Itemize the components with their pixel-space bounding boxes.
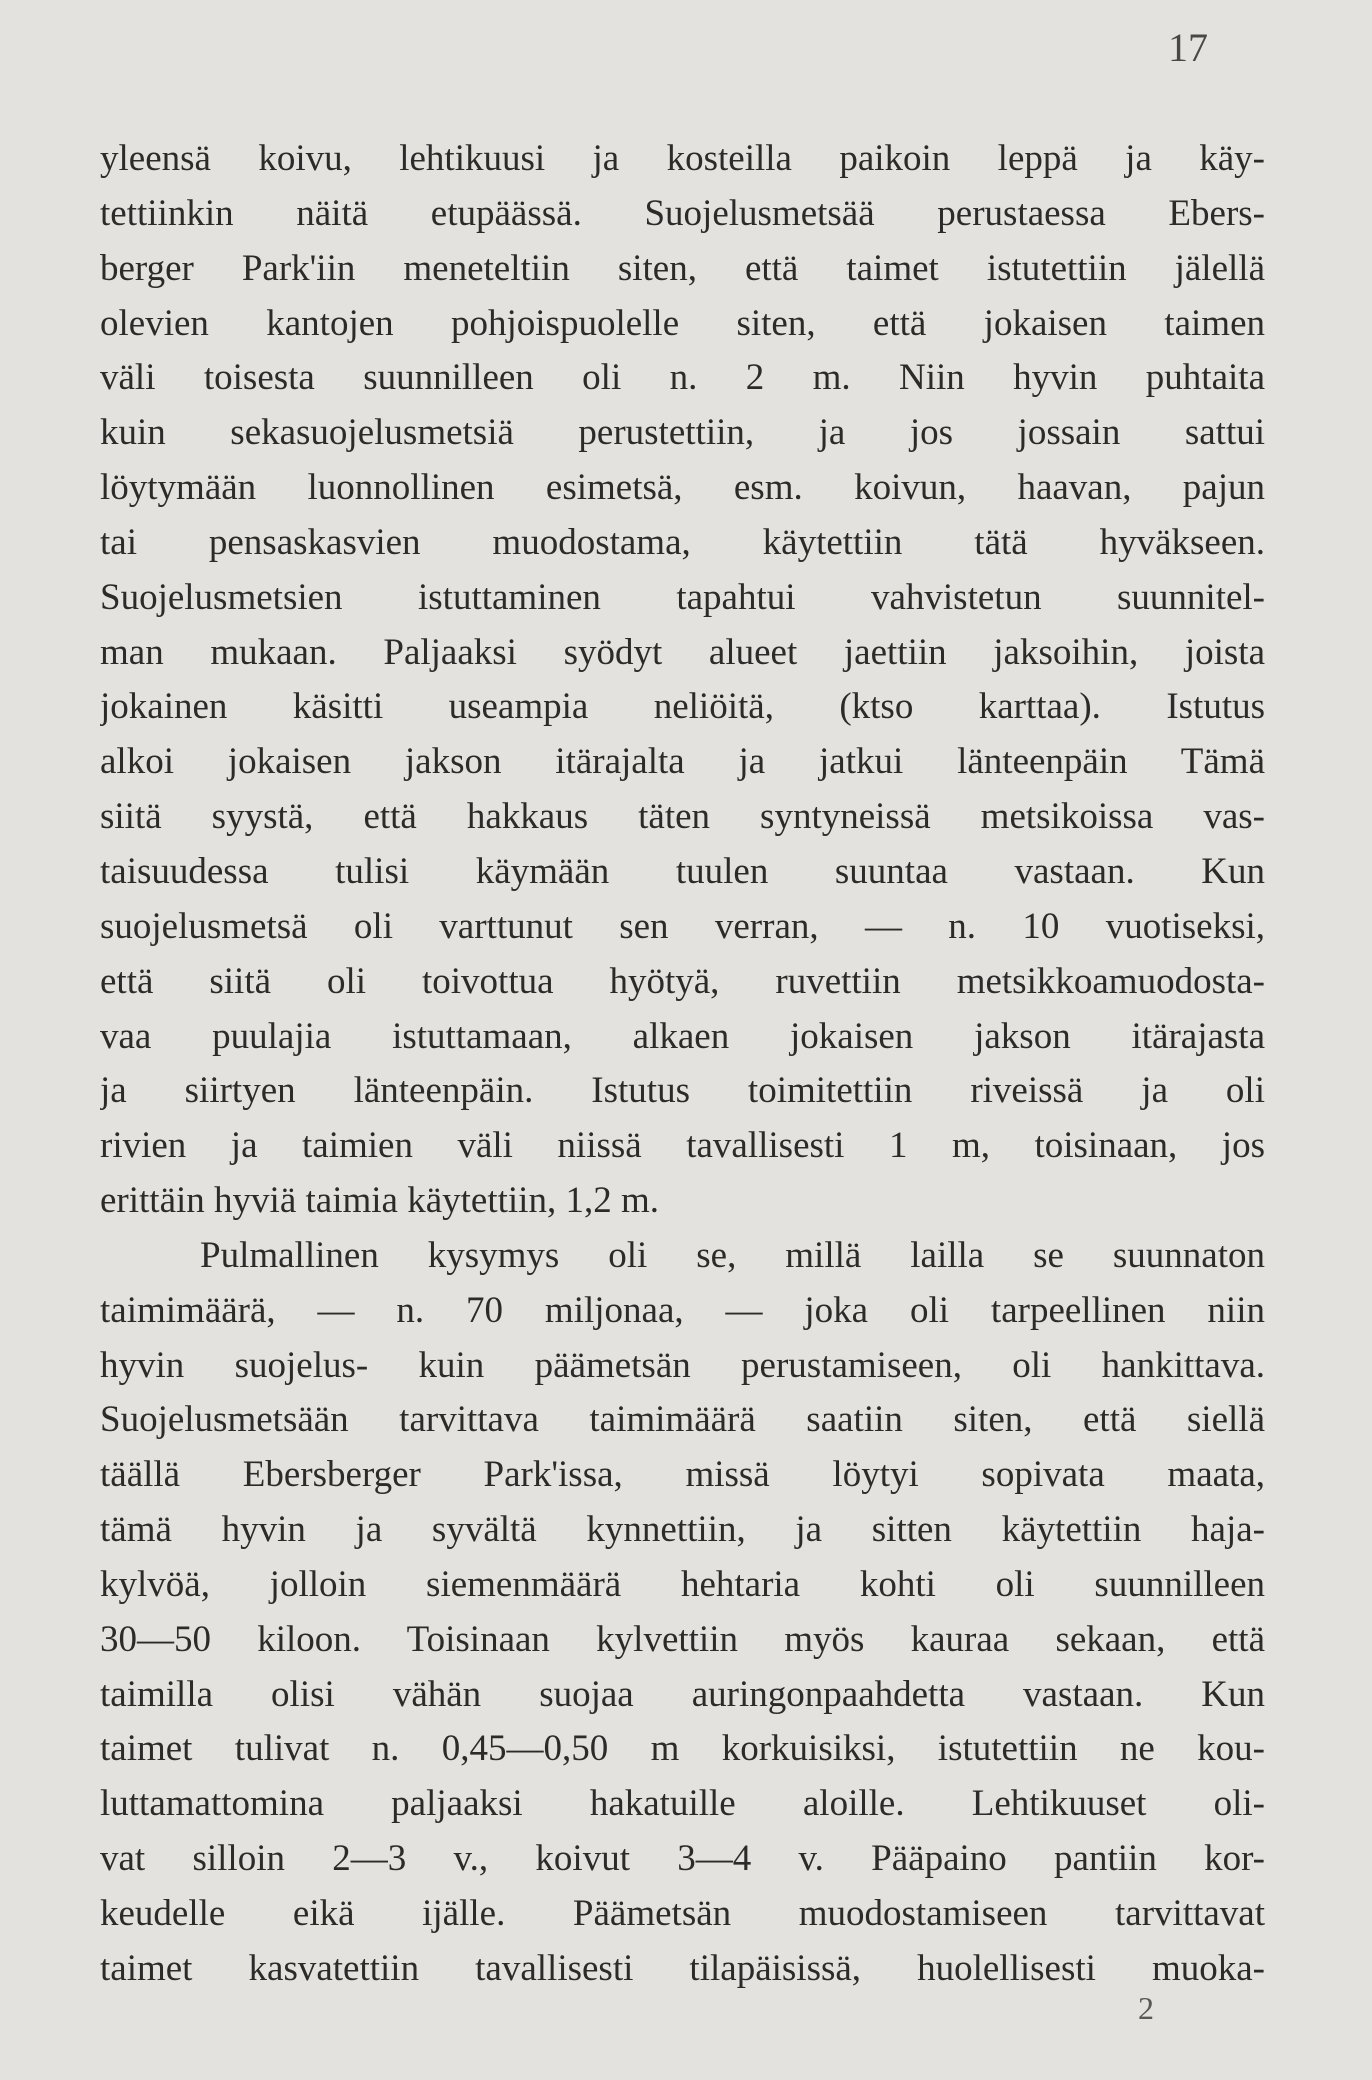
text-line: taimet kasvatettiin tavallisesti tilapäisissä, huolellisesti muoka- bbox=[100, 1947, 1265, 1989]
text-line: erittäin hyviä taimia käytettiin, 1,2 m. bbox=[100, 1180, 659, 1222]
text-line: suojelusmetsä oli varttunut sen verran, — n. 10 vuotiseksi, bbox=[100, 905, 1265, 947]
text-line: tettiinkin näitä etupäässä. Suojelusmetsää perustaessa Ebers- bbox=[100, 192, 1265, 234]
text-line: hyvin suojelus- kuin päämetsän perustamiseen, oli hankittava. bbox=[100, 1344, 1265, 1386]
text-line: väli toisesta suunnilleen oli n. 2 m. Niin hyvin puhtaita bbox=[100, 357, 1265, 399]
text-line: keudelle eikä ijälle. Päämetsän muodostamiseen tarvittavat bbox=[100, 1893, 1265, 1934]
text-line: että siitä oli toivottua hyötyä, ruvettiin metsikkoamuodosta- bbox=[100, 960, 1265, 1002]
text-line: täällä Ebersberger Park'issa, missä löytyi sopivata maata, bbox=[100, 1454, 1265, 1496]
body-text bbox=[100, 132, 1265, 1997]
text-line: taisuudessa tulisi käymään tuulen suuntaa vastaan. Kun bbox=[100, 850, 1265, 892]
text-line: vat silloin 2—3 v., koivut 3—4 v. Pääpaino pantiin kor- bbox=[100, 1838, 1265, 1880]
text-line: Suojelusmetsään tarvittava taimimäärä saatiin siten, että siellä bbox=[100, 1399, 1265, 1441]
text-line: olevien kantojen pohjoispuolelle siten, että jokaisen taimen bbox=[100, 302, 1265, 344]
text-line: Suojelusmetsien istuttaminen tapahtui vahvistetun suunnitel- bbox=[100, 576, 1265, 618]
page-number: 17 bbox=[1168, 25, 1208, 70]
text-line: man mukaan. Paljaaksi syödyt alueet jaettiin jaksoihin, joista bbox=[100, 631, 1265, 673]
text-line: siitä syystä, että hakkaus täten syntyneissä metsikoissa vas- bbox=[100, 796, 1265, 838]
text-line: tai pensaskasvien muodostama, käytettiin tätä hyväkseen. bbox=[100, 521, 1265, 563]
text-line: löytymään luonnollinen esimetsä, esm. koivun, haavan, pajun bbox=[100, 467, 1265, 509]
text-line: berger Park'iin meneteltiin siten, että taimet istutettiin jälellä bbox=[100, 247, 1265, 289]
text-line: Pulmallinen kysymys oli se, millä lailla se suunnaton bbox=[200, 1234, 1265, 1276]
text-line: taimet tulivat n. 0,45—0,50 m korkuisiksi, istutettiin ne kou- bbox=[100, 1728, 1265, 1770]
signature-mark: 2 bbox=[1138, 1990, 1154, 2026]
text-line: taimimäärä, — n. 70 miljonaa, — joka oli tarpeellinen niin bbox=[100, 1289, 1265, 1331]
text-line: vaa puulajia istuttamaan, alkaen jokaisen jakson itärajasta bbox=[100, 1015, 1265, 1057]
text-line: luttamattomina paljaaksi hakatuille aloille. Lehtikuuset oli- bbox=[100, 1783, 1265, 1825]
text-line: alkoi jokaisen jakson itärajalta ja jatkui länteenpäin Tämä bbox=[100, 741, 1265, 783]
text-line: taimilla olisi vähän suojaa auringonpaahdetta vastaan. Kun bbox=[100, 1673, 1265, 1715]
text-line: jokainen käsitti useampia neliöitä, (ktso karttaa). Istutus bbox=[100, 686, 1265, 728]
text-line: kuin sekasuojelusmetsiä perustettiin, ja jos jossain sattui bbox=[100, 412, 1265, 454]
text-line: kylvöä, jolloin siemenmäärä hehtaria kohti oli suunnilleen bbox=[100, 1563, 1265, 1605]
text-line: 30—50 kiloon. Toisinaan kylvettiin myös kauraa sekaan, että bbox=[100, 1618, 1265, 1660]
text-line: rivien ja taimien väli niissä tavallisesti 1 m, toisinaan, jos bbox=[100, 1125, 1265, 1167]
text-line: tämä hyvin ja syvältä kynnettiin, ja sitten käytettiin haja- bbox=[100, 1509, 1265, 1551]
text-line: ja siirtyen länteenpäin. Istutus toimitettiin riveissä ja oli bbox=[100, 1070, 1265, 1112]
text-line: yleensä koivu, lehtikuusi ja kosteilla paikoin leppä ja käy- bbox=[100, 138, 1265, 179]
